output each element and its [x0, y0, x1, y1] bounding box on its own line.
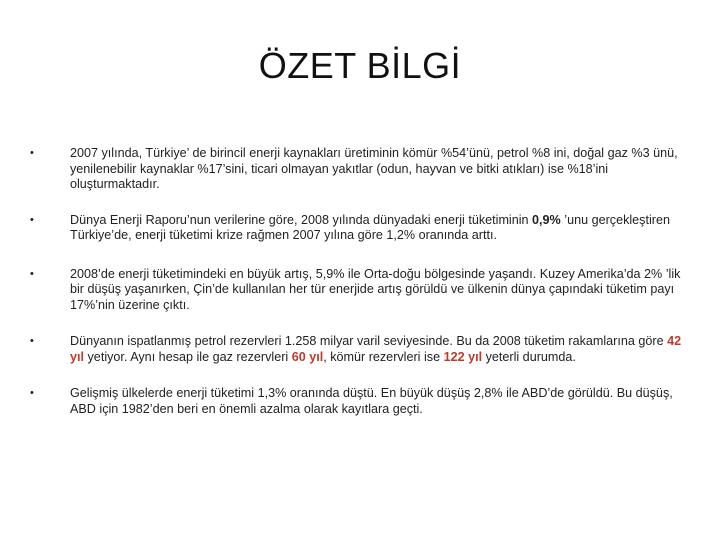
bullet-text-segment: Dünya Enerji Raporu’nun verilerine göre, 2008 yılında dünyadaki enerji tüketiminin: [70, 212, 533, 227]
bullet-text-segment: yetiyor. Aynı hesap ile gaz rezervleri: [84, 349, 292, 364]
bullet-text: [70, 213, 670, 243]
bullet-icon: •: [30, 147, 34, 159]
bullet-list: [30, 146, 692, 435]
red-highlight-coal-years: 122 yıl: [443, 349, 483, 364]
bullet-text-segment: Dünyanın ispatlanmış petrol rezervleri 1.258 milyar varil seviyesinde. Bu da 2008 tüketim rakamlarına göre: [70, 334, 668, 348]
bullet-icon: •: [30, 213, 34, 226]
bullet-text: [70, 334, 681, 364]
bullet-text-segment: yeterli durumda.: [482, 349, 576, 364]
bullet-item: [30, 146, 692, 193]
bullet-icon: •: [30, 267, 34, 280]
bullet-icon: •: [30, 387, 34, 399]
bold-highlight: 0,9%: [532, 212, 561, 227]
bullet-text: 2007 yılında, Türkiye’ de birincil enerji kaynakları üretiminin kömür %54’ünü, petrol %8 ini, doğal gaz %3 ünü, yenilenebilir kaynaklar %17’sini, ticari olmayan yakıtlar (odun, hayvan ve bitki atıkları) ise %18’ini oluşturmaktadır.: [70, 146, 678, 191]
bullet-item: [30, 334, 692, 365]
bullet-text-segment: , kömür rezervleri ise: [323, 349, 444, 364]
red-highlight-gas-years: 60 yıl: [291, 349, 324, 364]
bullet-text: Gelişmiş ülkelerde enerji tüketimi 1,3% oranında düştü. En büyük düşüş 2,8% ile ABD’de görüldü. Bu düşüş, ABD için 1982’den beri en önemli azalma olarak kayıtlara geçti.: [70, 386, 673, 416]
red-highlight-oil-years: 42 yıl: [70, 334, 682, 364]
slide-title: ÖZET BİLGİ: [258, 45, 462, 86]
bullet-icon: •: [30, 335, 34, 347]
bullet-item: [30, 267, 692, 314]
bullet-text-segment: ’unu gerçekleştiren Türkiye’de, enerji tüketimi krize rağmen 2007 yılına göre 1,2% oranında arttı.: [70, 212, 670, 242]
bullet-item: [30, 386, 692, 417]
bullet-text: 2008’de enerji tüketimindeki en büyük artış, 5,9% ile Orta-doğu bölgesinde yaşandı. Kuzey Amerika’da 2% ’lik bir düşüş yaşanırken, Çin’de kullanılan her tür enerjide artış görüldü ve ülkenin dünya çapındaki tüketim payı 17%’nin üzerine çıktı.: [70, 266, 681, 312]
bullet-item: [30, 213, 692, 244]
